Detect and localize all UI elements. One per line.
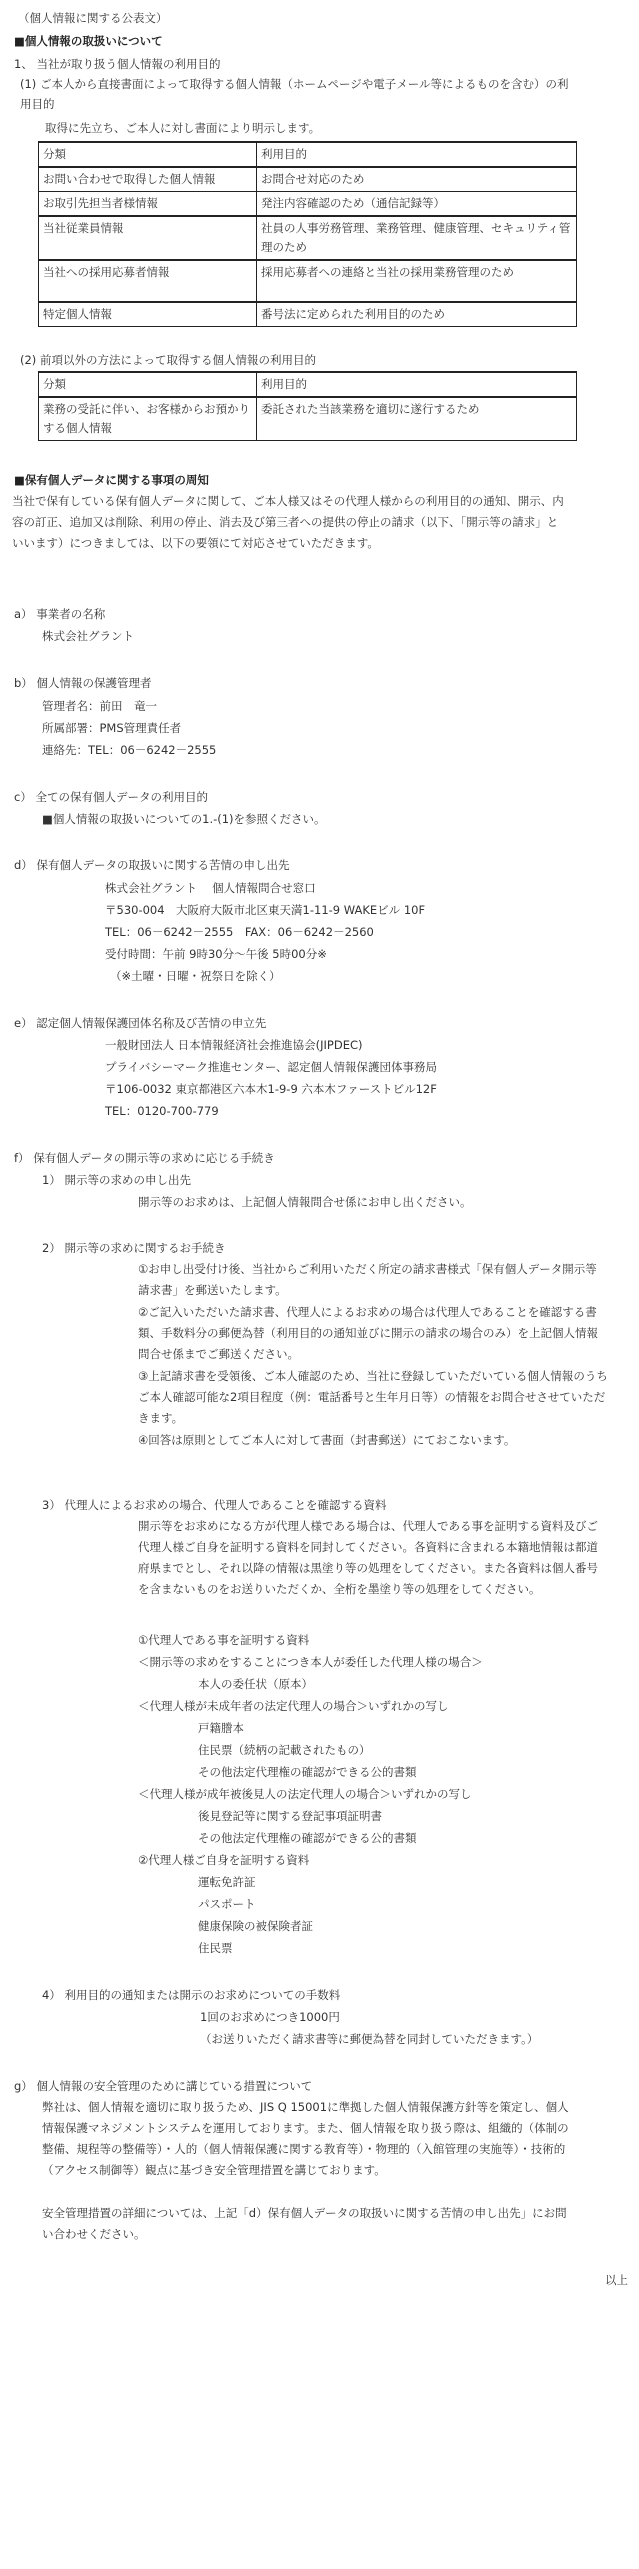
section-c-label: c） 全ての保有個人データの利用目的: [14, 790, 208, 804]
table-header-row: [39, 142, 577, 167]
f2-label: 2） 開示等の求めに関するお手続き: [42, 1241, 226, 1255]
table-cell: 委託された当該業務を適切に遂行するため: [257, 397, 577, 441]
table-cell: 番号法に定められた利用目的のため: [257, 302, 577, 327]
jipdec-office: プライバシーマーク推進センター、認定個人情報保護団体事務局: [105, 1060, 438, 1074]
table-header-row: [39, 372, 577, 397]
table-cell: 採用応募者への連絡と当社の採用業務管理のため: [257, 260, 577, 302]
table-cell: 当社従業員情報: [39, 216, 257, 260]
closing-mark: 以上: [605, 2273, 628, 2287]
section-g-contact-note: 安全管理措置の詳細については、上記「d）保有個人データの取扱いに関する苦情の申し出先」にお問い合わせください。: [42, 2206, 567, 2241]
part1-sub2-heading: (2) 前項以外の方法によって取得する個人情報の利用目的: [20, 353, 316, 367]
f3-list-item: 戸籍謄本: [198, 1721, 244, 1735]
f3-text: 開示等をお求めになる方が代理人様である場合は、代理人である事を証明する資料及びご代理人様ご自身を証明する資料を同封してください。各資料に含まれる本籍地情報は都道府県までとし、それ以降の情報は黒塗り等の処理をしてください。また各資料は個人番号を含まないものをお送りいただくか、全桁を墨塗り等の処理をしてください。: [138, 1519, 598, 1596]
f1-label: 1） 開示等の求めの申し出先: [42, 1173, 191, 1187]
table-header-cell: 利用目的: [257, 142, 577, 167]
table-row: [39, 260, 577, 302]
table-header-cell: 分類: [39, 142, 257, 167]
contact-hours: 受付時間：午前 9時30分～午後 5時00分※: [105, 947, 327, 961]
f3-list-item: 住民票（続柄の記載されたもの）: [198, 1743, 371, 1757]
table-cell: お問い合わせで取得した個人情報: [39, 167, 257, 192]
f3-list-item: ②代理人様ご自身を証明する資料: [138, 1853, 310, 1867]
f2-item: ④回答は原則としてご本人に対して書面（封書郵送）にておこないます。: [138, 1433, 516, 1447]
section-f-label: f） 保有個人データの開示等の求めに応じる手続き: [14, 1151, 275, 1165]
table-cell: お問合せ対応のため: [257, 167, 577, 192]
f3-list-item: パスポート: [198, 1897, 256, 1911]
table-cell: 業務の受託に伴い、お客様からお預かりする個人情報: [39, 397, 257, 441]
f3-list-item: ＜開示等の求めをすることにつき本人が委任した代理人様の場合＞: [138, 1655, 483, 1669]
notice-title: （個人情報に関する公表文）: [18, 11, 168, 25]
part1-heading: 1、 当社が取り扱う個人情報の利用目的: [14, 57, 221, 71]
contact-desk: 株式会社グラント 個人情報問合せ窓口: [105, 881, 316, 895]
table-row: [39, 397, 577, 441]
contact-address: 〒530-004 大阪府大阪市北区東天満1-11-9 WAKEビル 10F: [105, 903, 426, 917]
part2-heading: ■保有個人データに関する事項の周知: [14, 473, 209, 487]
jipdec-phone: TEL：0120-700-779: [105, 1104, 219, 1118]
jipdec-address: 〒106-0032 東京都港区六本木1-9-9 六本木ファーストビル12F: [105, 1082, 437, 1096]
table-cell: お取引先担当者様情報: [39, 192, 257, 217]
part1-sub1-heading: (1) ご本人から直接書面によって取得する個人情報（ホームページや電子メール等によるものを含む）の利用目的: [20, 77, 569, 111]
f3-list-item: 運転免許証: [198, 1875, 256, 1889]
f3-label: 3） 代理人によるお求めの場合、代理人であることを確認する資料: [42, 1498, 387, 1512]
section-g-label: g） 個人情報の安全管理のために講じている措置について: [14, 2079, 313, 2093]
f3-list-item: その他法定代理権の確認ができる公的書類: [198, 1765, 417, 1779]
f3-list-item: その他法定代理権の確認ができる公的書類: [198, 1831, 417, 1845]
f3-list-item: ①代理人である事を証明する資料: [138, 1633, 310, 1647]
table-header-cell: 分類: [39, 372, 257, 397]
table-cell: 発注内容確認のため（通信記録等）: [257, 192, 577, 217]
section-a-label: a） 事業者の名称: [14, 607, 106, 621]
f2-item: ③上記請求書を受領後、ご本人確認のため、当社に登録していただいている個人情報のうちご本人確認可能な2項目程度（例：電話番号と生年月日等）の情報をお問合せさせていただきます。: [138, 1369, 608, 1425]
contact-hours-note: （※土曜・日曜・祝祭日を除く）: [110, 969, 281, 983]
manager-name: 管理者名：前田 竜一: [42, 699, 157, 713]
f1-text: 開示等のお求めは、上記個人情報問合せ係にお申し出ください。: [138, 1195, 472, 1209]
section-d-label: d） 保有個人データの取扱いに関する苦情の申し出先: [14, 858, 290, 872]
part1-sub1-lead: 取得に先立ち、ご本人に対し書面により明示します。: [45, 121, 321, 135]
table-row: [39, 216, 577, 260]
purpose-table-1: [38, 141, 577, 327]
f3-list-item: 健康保険の被保険者証: [198, 1919, 313, 1933]
section-c-reference: ■個人情報の取扱いについての1.-(1)を参照ください。: [42, 812, 326, 826]
f3-list-item: 住民票: [198, 1941, 233, 1955]
contact-phone-fax: TEL：06－6242－2555 FAX：06－6242－2560: [105, 925, 374, 939]
manager-contact: 連絡先：TEL：06－6242－2555: [42, 743, 217, 757]
table-row: [39, 192, 577, 217]
table-cell: 特定個人情報: [39, 302, 257, 327]
f3-list-item: 本人の委任状（原本）: [198, 1677, 313, 1691]
purpose-table-2: [38, 371, 577, 441]
f4-fee-note: （お送りいただく請求書等に郵便為替を同封していただきます。）: [200, 2032, 539, 2046]
table-cell: 当社への採用応募者情報: [39, 260, 257, 302]
f4-label: 4） 利用目的の通知または開示のお求めについての手数料: [42, 1988, 341, 2002]
table-cell: 社員の人事労務管理、業務管理、健康管理、セキュリティ管理のため: [257, 216, 577, 260]
f4-fee: 1回のお求めにつき1000円: [200, 2010, 340, 2024]
part2-intro: 当社で保有している保有個人データに関して、ご本人様又はその代理人様からの利用目的の通知、開示、内容の訂正、追加又は削除、利用の停止、消去及び第三者への提供の停止の請求（以下、「開示等の請求」といいます）につきましては、以下の要領にて対応させていただきます。: [12, 494, 564, 550]
section-title: ■個人情報の取扱いについて: [14, 34, 163, 48]
company-name: 株式会社グラント: [42, 629, 134, 643]
table-header-cell: 利用目的: [257, 372, 577, 397]
table-row: [39, 167, 577, 192]
section-b-label: b） 個人情報の保護管理者: [14, 676, 152, 690]
section-g-text: 弊社は、個人情報を適切に取り扱うため、JIS Q 15001に準拠した個人情報保護方針等を策定し、個人情報保護マネジメントシステムを運用しております。また、個人情報を取り扱う際は、組織的（体制の整備、規程等の整備等）・人的（個人情報保護に関する教育等）・物理的（入館管理の実施等）・技術的（アクセス制御等）観点に基づき安全管理措置を講じております。: [42, 2100, 569, 2177]
f2-item: ①お申し出受付け後、当社からご利用いただく所定の請求書様式「保有個人データ開示等請求書」を郵送いたします。: [138, 1262, 597, 1297]
manager-department: 所属部署：PMS管理責任者: [42, 721, 182, 735]
section-e-label: e） 認定個人情報保護団体名称及び苦情の申立先: [14, 1016, 267, 1030]
jipdec-name: 一般財団法人 日本情報経済社会推進協会(JIPDEC): [105, 1038, 363, 1052]
f3-list-item: ＜代理人様が成年被後見人の法定代理人の場合＞いずれかの写し: [138, 1787, 472, 1801]
f3-list-item: ＜代理人様が未成年者の法定代理人の場合＞いずれかの写し: [138, 1699, 449, 1713]
table-row: [39, 302, 577, 327]
f3-list-item: 後見登記等に関する登記事項証明書: [198, 1809, 382, 1823]
f2-item: ②ご記入いただいた請求書、代理人によるお求めの場合は代理人であることを確認する書類、手数料分の郵便為替（利用目的の通知並びに開示の請求の場合のみ）を上記個人情報問合せ係までご郵送ください。: [138, 1305, 598, 1361]
